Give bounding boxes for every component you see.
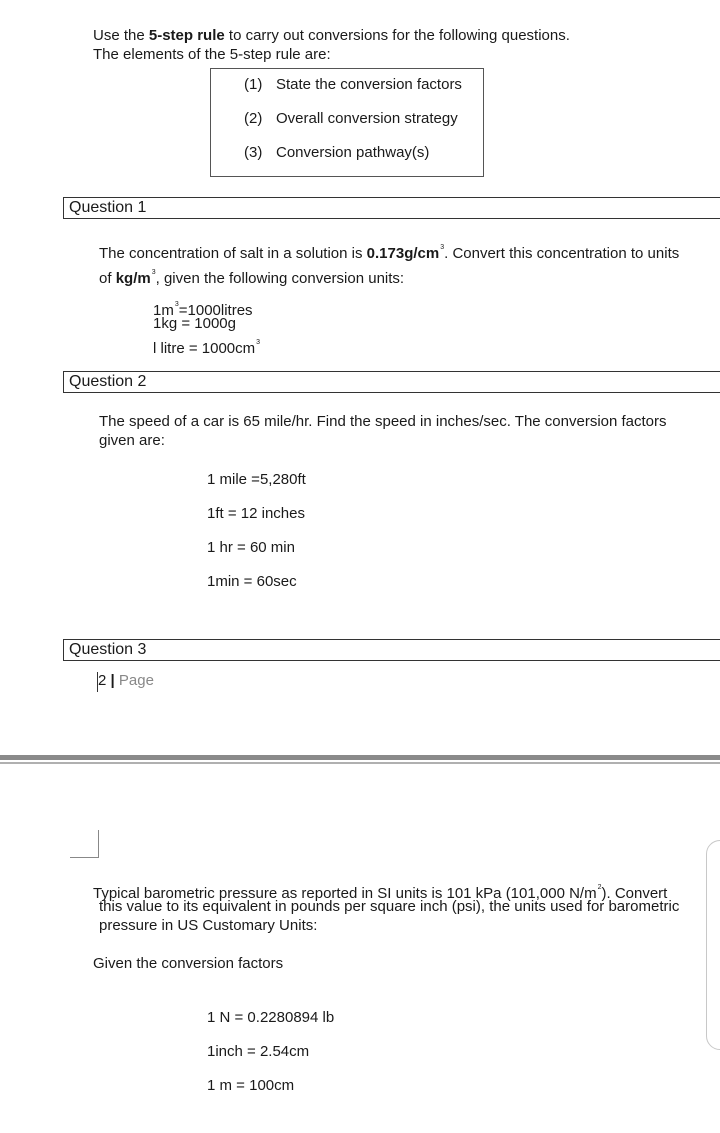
margin-corner-mark <box>70 857 98 858</box>
question-1-text: The concentration of salt in a solution is $0.173g/cm^3$. Convert this concentration to units of $kg/m^3$, given the following conversion units: <box>99 244 680 287</box>
question-1-factor-1: $1m^3=1000litres$ <box>153 301 253 319</box>
intro-text <box>93 26 570 64</box>
page-footer <box>98 672 154 689</box>
question-1-heading-box <box>63 197 720 219</box>
question-1-factor-2: 1kg = 1000g <box>153 315 236 332</box>
question-3-factor-2: 1inch = 2.54cm <box>207 1043 310 1060</box>
page-break-line <box>0 762 720 764</box>
question-3-factor-3: 1 m = 100cm <box>207 1077 295 1094</box>
question-2-factor-3: 1 hr = 60 min <box>207 539 295 556</box>
page-separator: | <box>110 672 115 689</box>
side-panel-edge[interactable] <box>706 840 720 1050</box>
step-2: (2) Overall conversion strategy <box>244 110 458 127</box>
question-3-line-2: this value to its equivalent in pounds per square inch (psi), the units used for barometric <box>99 898 680 915</box>
question-2-heading-box <box>63 371 720 393</box>
question-2-text: The speed of a car is 65 mile/hr. Find the speed in inches/sec. The conversion factors given are: <box>99 413 667 449</box>
steps-box <box>210 68 484 177</box>
question-2-factor-4: 1min = 60sec <box>207 573 297 590</box>
margin-corner-mark-vertical <box>98 830 99 858</box>
five-step-rule-label: 5-step rule <box>148 27 225 44</box>
page-number: 2 <box>98 672 107 689</box>
question-3-line-3: pressure in US Customary Units: <box>99 917 318 934</box>
question-1-factor-3: l litre = $1000cm^3$ <box>153 339 261 357</box>
question-2-factor-2: 1ft = 12 inches <box>207 505 305 522</box>
page-label: Page <box>118 672 154 689</box>
question-3-given: Given the conversion factors <box>93 955 284 972</box>
question-3-heading: Question 3 <box>69 641 147 658</box>
question-1-heading: Question 1 <box>69 199 147 216</box>
question-2-heading: Question 2 <box>69 373 147 390</box>
intro-line-2: The elements of the 5-step rule are: <box>93 46 331 63</box>
question-3-line-1: Typical barometric pressure as reported in SI units is 101 kPa (101,000 $N/m^2$). Convert <box>93 884 668 902</box>
step-1: (1) State the conversion factors <box>244 76 462 93</box>
question-3-factor-1: 1 N = 0.2280894 lb <box>207 1009 335 1026</box>
page-break-bar <box>0 755 720 760</box>
question-2-factor-1: 1 mile =5,280ft <box>207 471 306 488</box>
question-3-heading-box <box>63 639 720 661</box>
step-3: (3) Conversion pathway(s) <box>244 144 430 161</box>
intro-line-1: Use the 5-step rule to carry out conversions for the following questions. <box>93 27 570 44</box>
